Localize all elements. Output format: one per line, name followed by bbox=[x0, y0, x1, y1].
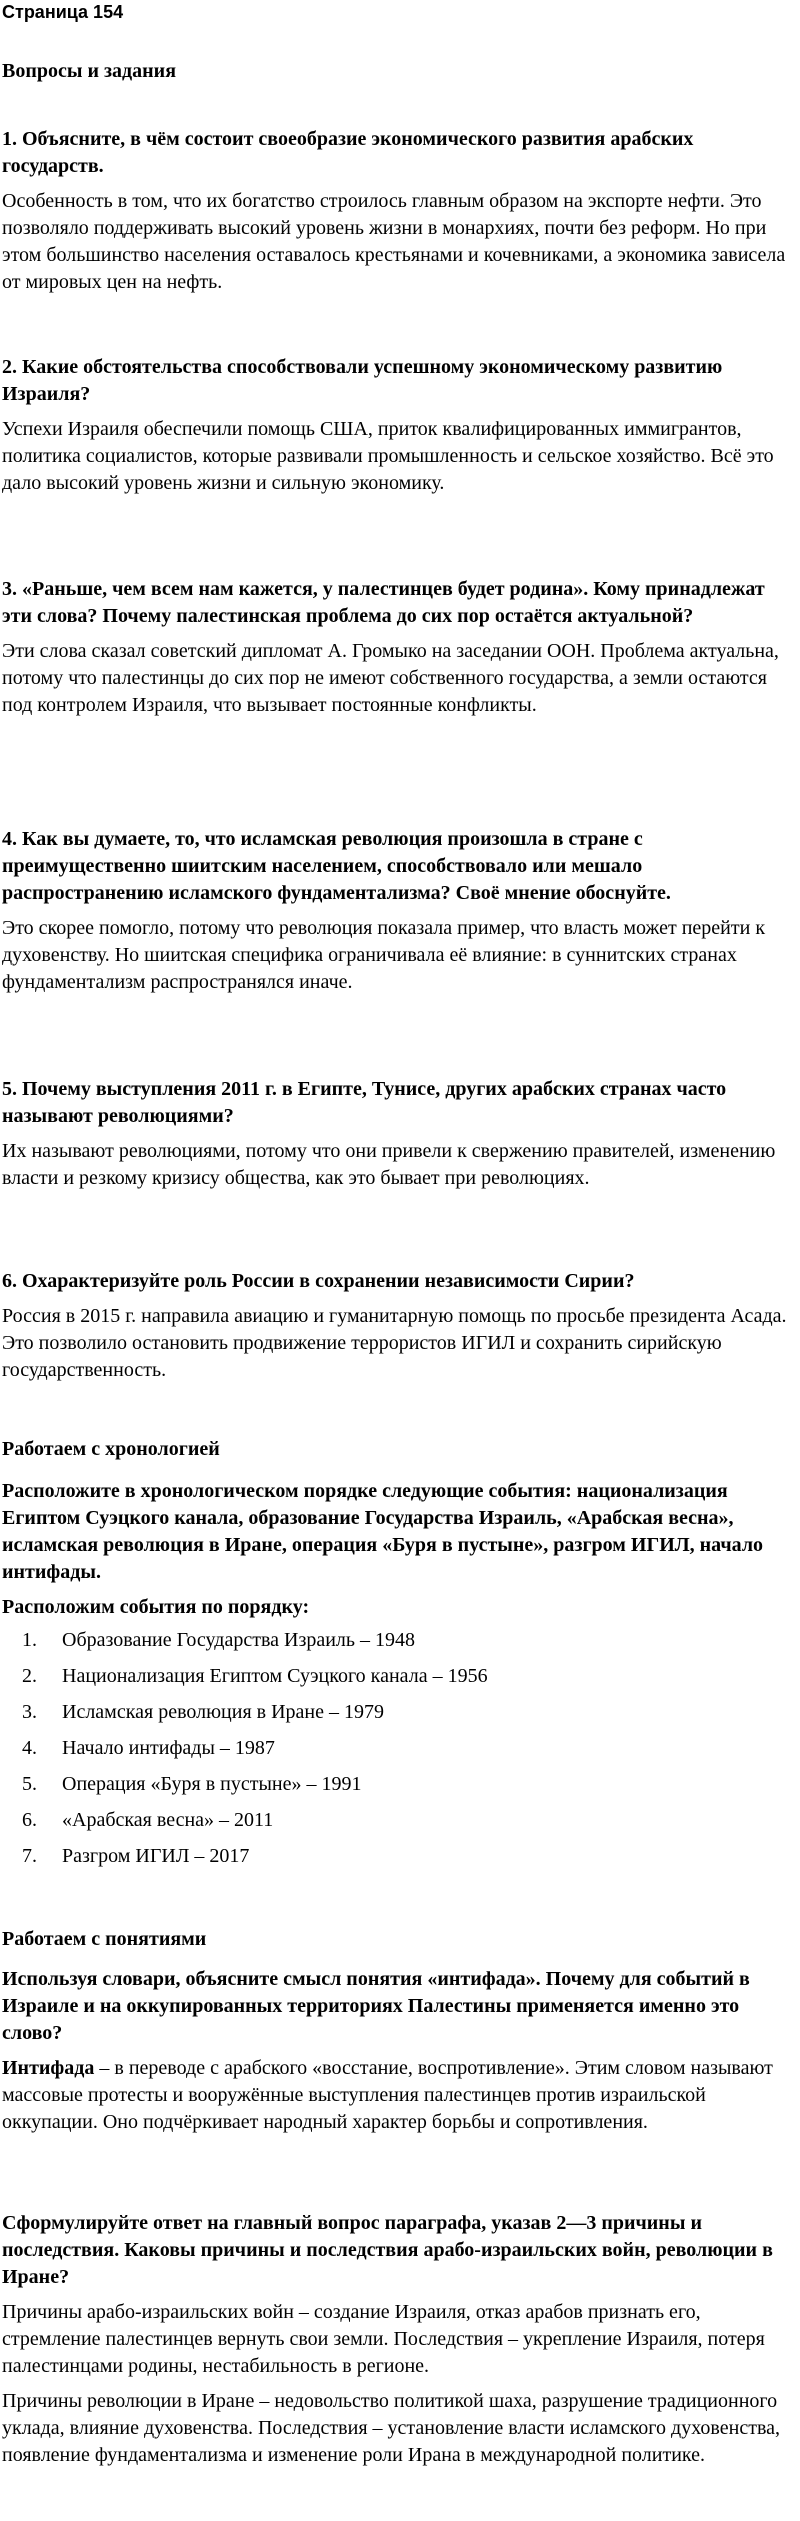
answer-text: Эти слова сказал советский дипломат А. Громыко на заседании ООН. Проблема актуальна, потому что палестинцы до сих пор не имеют собственного государства, а земли остаются под контролем Израиля, что вызывает постоянные конфликты. bbox=[2, 640, 779, 716]
list-item: 4. Начало интифады – 1987 bbox=[22, 1736, 275, 1759]
chronology-intro: Расположим события по порядку: bbox=[2, 1596, 310, 1618]
section-title: Вопросы и задания bbox=[2, 60, 177, 82]
final-block bbox=[2, 2210, 796, 2469]
answer-text: Их называют революциями, потому что они привели к свержению правителей, изменению власти и резкому кризису общества, как это бывает при революциях. bbox=[2, 1140, 776, 1189]
question-text: 5. Почему выступления 2011 г. в Египте, Тунисе, других арабских странах часто называют революциями? bbox=[2, 1078, 727, 1127]
chronology-task: Расположите в хронологическом порядке следующие события: национализация Египтом Суэцкого канала, образование Государства Израиль, «Арабская весна», исламская революция в Иране, операция «Буря в пустыне», разгром ИГИЛ, начало интифады. bbox=[2, 1480, 764, 1583]
page-label: Страница 154 bbox=[2, 2, 124, 22]
final-answer-2: Причины революции в Иране – недовольство политикой шаха, разрушение традиционного уклада, влияние духовенства. Последствия – установление власти исламского духовенства, появление фундаментализма и изменение роли Ирана в международной политике. bbox=[2, 2390, 781, 2466]
chronology-heading: Работаем с хронологией bbox=[2, 1438, 220, 1460]
answer-text: Особенность в том, что их богатство строилось главным образом на экспорте нефти. Это позволяло поддерживать высокий уровень жизни в монархиях, почти без реформ. Но при этом большинство населения оставалось крестьянами и кочевниками, а экономика зависела от мировых цен на нефть. bbox=[2, 190, 786, 293]
question-block-6 bbox=[2, 1268, 796, 1384]
question-text: 1. Объясните, в чём состоит своеобразие экономического развития арабских государств. bbox=[2, 128, 694, 177]
list-item: 6. «Арабская весна» – 2011 bbox=[22, 1808, 274, 1831]
question-text: 3. «Раньше, чем всем нам кажется, у палестинцев будет родина». Кому принадлежат эти слова? Почему палестинская проблема до сих пор остаётся актуальной? bbox=[2, 578, 765, 627]
answer-text: Россия в 2015 г. направила авиацию и гуманитарную помощь по просьбе президента Асада. Это позволило остановить продвижение террористов ИГИЛ и сохранить сирийскую государственность. bbox=[2, 1305, 787, 1381]
question-text: 2. Какие обстоятельства способствовали успешному экономическому развитию Израиля? bbox=[2, 356, 723, 405]
question-block-4 bbox=[2, 826, 796, 996]
list-item: 7. Разгром ИГИЛ – 2017 bbox=[22, 1844, 250, 1867]
final-answer-1: Причины арабо-израильских войн – создание Израиля, отказ арабов признать его, стремление палестинцев вернуть свои земли. Последствия – укрепление Израиля, потеря палестинцами родины, нестабильность в регионе. bbox=[2, 2301, 765, 2377]
question-text: 6. Охарактеризуйте роль России в сохранении независимости Сирии? bbox=[2, 1270, 635, 1292]
list-item: 3. Исламская революция в Иране – 1979 bbox=[22, 1700, 384, 1723]
question-text: 4. Как вы думаете, то, что исламская революция произошла в стране с преимущественно шиитским населением, способствовало или мешало распространению исламского фундаментализма? Своё мнение обоснуйте. bbox=[2, 828, 671, 904]
answer-text: Это скорее помогло, потому что революция показала пример, что власть может перейти к духовенству. Но шиитская специфика ограничивала её влияние: в суннитских странах фундаментализм распространялся иначе. bbox=[2, 917, 766, 993]
question-block-3 bbox=[2, 576, 796, 719]
concepts-answer bbox=[2, 2055, 796, 2136]
term: Интифада bbox=[2, 2057, 95, 2079]
final-task: Сформулируйте ответ на главный вопрос параграфа, указав 2—3 причины и последствия. Каковы причины и последствия арабо-израильских войн, революции в Иране? bbox=[2, 2212, 773, 2288]
term-definition: – в переводе с арабского «восстание, воспротивление». Этим словом называют массовые протесты и вооружённые выступления палестинцев против израильской оккупации. Оно подчёркивает народный характер борьбы и сопротивления. bbox=[2, 2057, 773, 2133]
chronology-list bbox=[2, 1622, 796, 1874]
list-item: 1. Образование Государства Израиль – 1948 bbox=[22, 1628, 416, 1651]
question-block-2 bbox=[2, 354, 796, 497]
list-item: 5. Операция «Буря в пустыне» – 1991 bbox=[22, 1772, 362, 1795]
concepts-block bbox=[2, 1966, 796, 2136]
question-block-5 bbox=[2, 1076, 796, 1192]
chronology-task-block bbox=[2, 1478, 796, 1629]
question-block-1 bbox=[2, 126, 796, 296]
answer-text: Успехи Израиля обеспечили помощь США, приток квалифицированных иммигрантов, политика социалистов, которые развивали промышленность и сельское хозяйство. Всё это дало высокий уровень жизни и сильную экономику. bbox=[2, 418, 774, 494]
list-item: 2. Национализация Египтом Суэцкого канала – 1956 bbox=[22, 1664, 488, 1687]
concepts-heading: Работаем с понятиями bbox=[2, 1928, 207, 1950]
concepts-task: Используя словари, объясните смысл понятия «интифада». Почему для событий в Израиле и на оккупированных территориях Палестины применяется именно это слово? bbox=[2, 1968, 750, 2044]
